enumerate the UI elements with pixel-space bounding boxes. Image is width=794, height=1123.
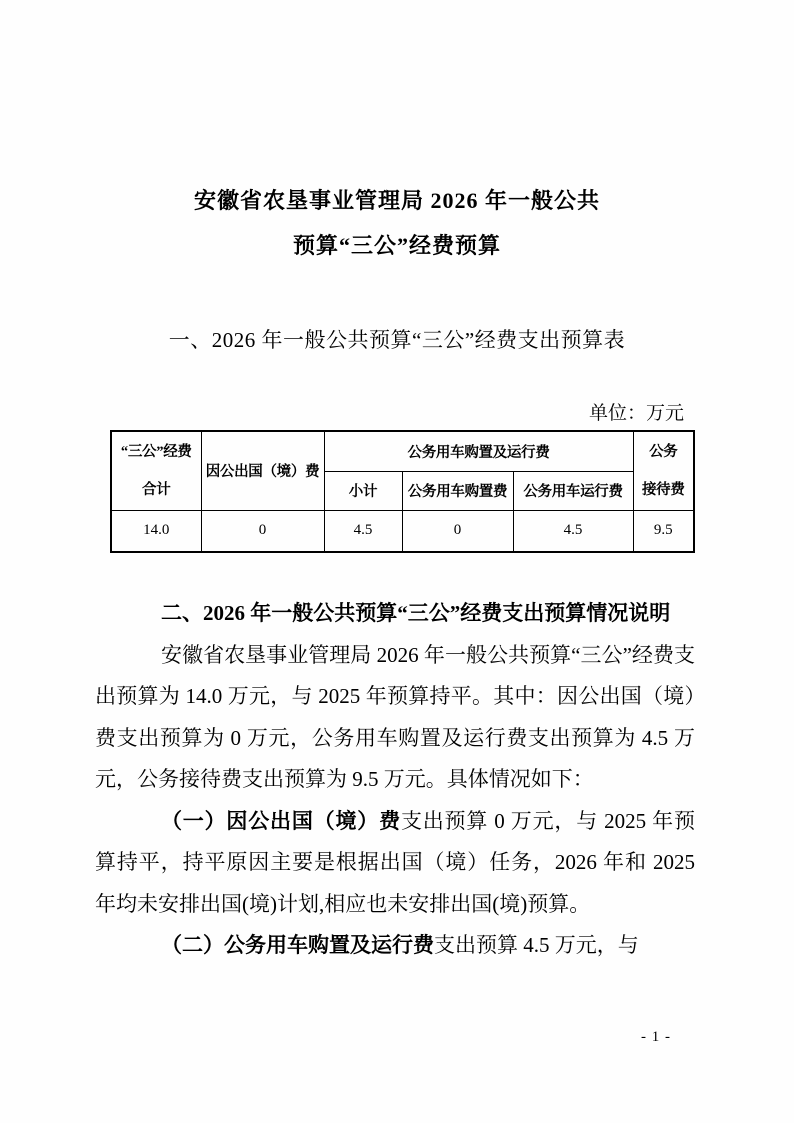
value-vehicle-operation: 4.5: [513, 510, 633, 552]
section1-heading: 一、2026 年一般公共预算“三公”经费支出预算表: [168, 328, 626, 352]
document-body: [95, 593, 695, 967]
col-header-vehicle-operation: 公务用车运行费: [513, 471, 633, 510]
paragraph-item1: [95, 801, 695, 926]
table-value-row: [111, 510, 694, 552]
col-header-reception-fee: [633, 431, 694, 510]
col-header-vehicle-purchase: 公务用车购置费: [402, 471, 513, 510]
value-vehicle-purchase: 0: [402, 510, 513, 552]
paragraph-item1-lead: （一）因公出国（境）费: [161, 808, 401, 833]
paragraph-item2: [95, 925, 695, 967]
col-header-abroad-fee: 因公出国（境）费: [201, 431, 324, 510]
col-header-reception-fee-line2: 接待费: [641, 481, 685, 498]
page-number: - 1 -: [641, 1029, 671, 1045]
unit-label: 单位：万元: [588, 403, 684, 424]
table-header-row-1: [111, 431, 694, 471]
section2-heading: 二、2026 年一般公共预算“三公”经费支出预算情况说明: [161, 601, 671, 625]
value-vehicle-subtotal: 4.5: [324, 510, 402, 552]
col-header-sangong-total: [111, 431, 201, 510]
value-reception-fee: 9.5: [633, 510, 694, 552]
paragraph-item2-text: 支出预算 4.5 万元，与: [434, 933, 639, 957]
document-title-line1: 安徽省农垦事业管理局 2026 年一般公共: [193, 188, 600, 213]
col-header-reception-fee-line1: 公务: [649, 443, 678, 460]
document-title: [0, 0, 794, 268]
value-sangong-total: 14.0: [111, 510, 201, 552]
paragraph-item2-lead: （二）公务用车购置及运行费: [161, 933, 434, 957]
paragraph-intro: 安徽省农垦事业管理局 2026 年一般公共预算“三公”经费支出预算为 14.0 万元，与 2025 年预算持平。其中：因公出国（境）费支出预算为 0 万元，公务用车购置及运行费支出预算为 4.5 万元，公务接待费支出预算为 9.5 万元。具体情况如下：: [95, 642, 695, 791]
document-title-line2: 预算“三公”经费预算: [292, 233, 501, 258]
col-header-sangong-total-line2: 合计: [142, 481, 171, 498]
budget-table: [110, 430, 695, 553]
paragraph-item1-text: 支出预算 0 万元，与 2025 年预算持平，持平原因主要是根据出国（境）任务，2026 年和 2025 年均未安排出国(境)计划,相应也未安排出国(境)预算。: [95, 808, 695, 916]
col-header-vehicle-subtotal: 小计: [324, 471, 402, 510]
col-header-sangong-total-line1: “三公”经费: [120, 443, 192, 460]
value-abroad-fee: 0: [201, 510, 324, 552]
col-header-vehicle-group: 公务用车购置及运行费: [324, 431, 633, 471]
